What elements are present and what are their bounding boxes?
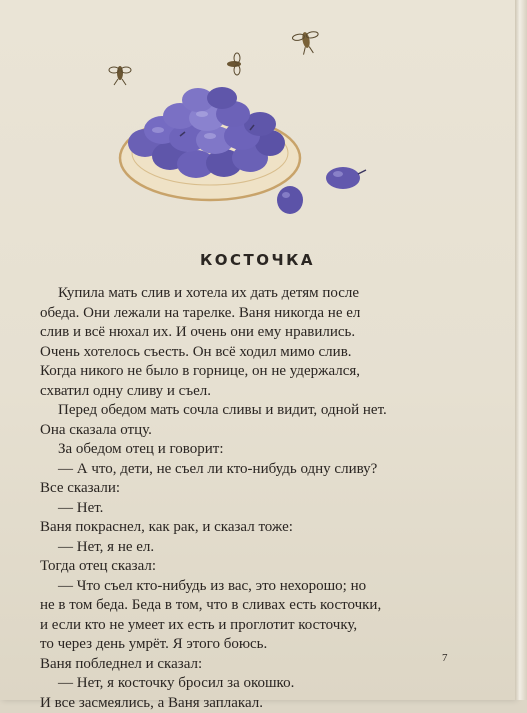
text-line: Купила мать слив и хотела их дать детям после [40,284,460,304]
bee-icon [109,66,131,85]
text-line: — Нет. [40,499,460,519]
text-line: слив и всё нюхал их. И очень они ему нравились. [40,323,460,343]
text-line: Ваня побледнел и сказал: [40,655,460,675]
text-line: обеда. Они лежали на тарелке. Ваня никогда не ел [40,304,460,324]
text-line: Перед обедом мать сочла сливы и видит, одной нет. [40,401,460,421]
text-line: схватил одну сливу и съел. [40,382,460,402]
plums-illustration [100,18,380,228]
text-line: Очень хотелось съесть. Он всё ходил мимо слив. [40,343,460,363]
text-line: Она сказала отцу. [40,421,460,441]
text-line: И все засмеялись, а Ваня заплакал. [40,694,460,713]
text-line: — Что съел кто-нибудь из вас, это нехорошо; но [40,577,460,597]
text-line: не в том беда. Беда в том, что в сливах есть косточки, [40,596,460,616]
page-edge [515,0,527,700]
page-number: 7 [442,652,448,664]
story-title: КОСТОЧКА [0,251,515,269]
text-line: то через день умрёт. Я этого боюсь. [40,635,460,655]
text-line: — Нет, я косточку бросил за окошко. [40,674,460,694]
text-line: За обедом отец и говорит: [40,440,460,460]
text-line: — Нет, я не ел. [40,538,460,558]
story-text [40,284,460,713]
text-line: Когда никого не было в горнице, он не удержался, [40,362,460,382]
bee-icon [292,30,321,56]
text-line: и если кто не умеет их есть и проглотит косточку, [40,616,460,636]
loose-plum [326,167,366,189]
text-line: — А что, дети, не съел ли кто-нибудь одну сливу? [40,460,460,480]
bee-icon [227,53,241,75]
text-line: Ваня покраснел, как рак, и сказал тоже: [40,518,460,538]
text-line: Все сказали: [40,479,460,499]
text-line: Тогда отец сказал: [40,557,460,577]
loose-plum [277,186,303,214]
